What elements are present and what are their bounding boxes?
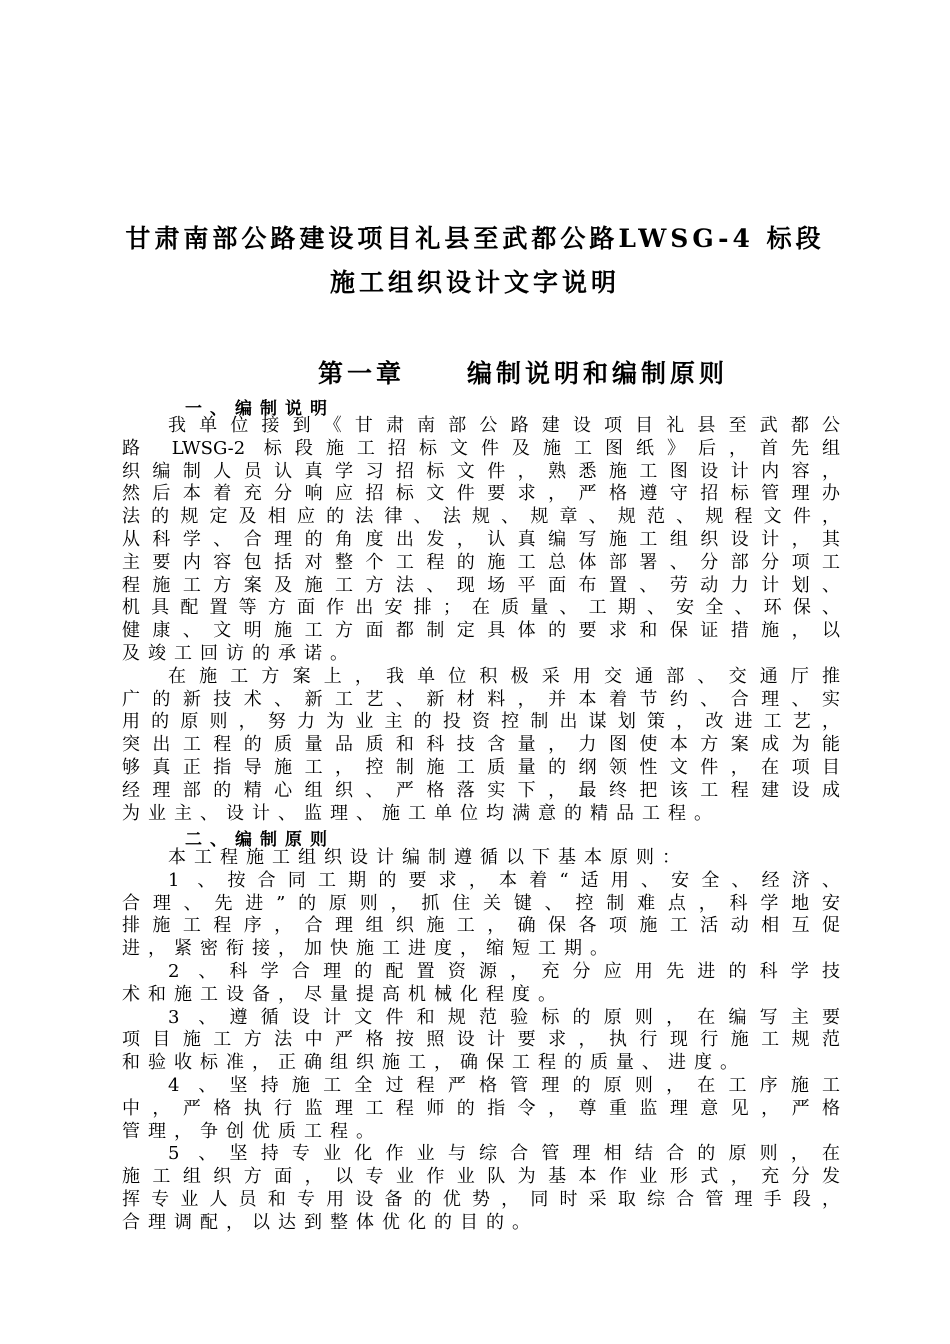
principle-item-5 bbox=[122, 1143, 840, 1234]
text-line: 术和施工设备，尽量提高机械化程度。 bbox=[122, 983, 564, 1005]
text-line: 1 、按合同工期的要求，本着“适用、安全、经济、 bbox=[168, 869, 840, 891]
chapter-heading bbox=[318, 354, 728, 390]
text-line: 够真正指导施工，控制施工质量的纲领性文件，在项目 bbox=[122, 756, 840, 778]
text-line: 在施工方案上，我单位积极采用交通部、交通厅推 bbox=[168, 665, 840, 687]
text-line: 织编制人员认真学习招标文件，熟悉施工图设计内容， bbox=[122, 460, 840, 482]
section2-body bbox=[122, 847, 840, 1235]
text-line: 合理、先进”的原则，抓住关键、控制难点，科学地安 bbox=[122, 892, 840, 914]
principle-item-4 bbox=[122, 1075, 840, 1143]
text-line: 为业主、设计、监理、施工单位均满意的精品工程。 bbox=[122, 802, 720, 824]
text-line: 用的原则，努力为业主的投资控制出谋划策，改进工艺， bbox=[122, 711, 840, 733]
text-line: 管理，争创优质工程。 bbox=[122, 1120, 382, 1142]
text-line: 合理调配，以达到整体优化的目的。 bbox=[122, 1211, 538, 1233]
document-title-line1: 甘肃南部公路建设项目礼县至武都公路LWSG-4 标段 bbox=[125, 224, 825, 253]
intro-line: 本工程施工组织设计编制遵循以下基本原则： bbox=[168, 847, 688, 868]
text-line: 主要内容包括对整个工程的施工总体部署、分部分项工 bbox=[122, 551, 840, 573]
text-line: 广的新技术、新工艺、新材料，并本着节约、合理、实 bbox=[122, 688, 840, 710]
text-line: 突出工程的质量品质和科技含量，力图使本方案成为能 bbox=[122, 734, 840, 756]
text-line: 项目施工方法中严格按照设计要求，执行现行施工规范 bbox=[122, 1029, 840, 1051]
document-title-line2: 施工组织设计文字说明 bbox=[329, 268, 620, 297]
principle-item-1 bbox=[122, 870, 840, 961]
principle-item-2 bbox=[122, 961, 840, 1007]
text-line: 进，紧密衔接，加快施工进度，缩短工期。 bbox=[122, 938, 616, 960]
text-line: 法的规定及相应的法律、法规、规章、规范、规程文件， bbox=[122, 506, 840, 528]
text-line: 及竣工回访的承诺。 bbox=[122, 642, 356, 664]
text-line: 和验收标准，正确组织施工，确保工程的质量、进度。 bbox=[122, 1052, 746, 1074]
section-heading-1: 一、编制说明 bbox=[185, 399, 335, 419]
text-line: 2 、科学合理的配置资源，充分应用先进的科学技 bbox=[168, 960, 840, 982]
text-line: 排施工程序，合理组织施工，确保各项施工活动相互促 bbox=[122, 915, 840, 937]
paragraph bbox=[122, 666, 840, 826]
text-line: 施工组织方面，以专业作业队为基本作业形式，充分发 bbox=[122, 1166, 840, 1188]
text-line: 5 、坚持专业化作业与综合管理相结合的原则，在 bbox=[168, 1143, 840, 1165]
paragraph bbox=[122, 415, 840, 666]
text-line: 从科学、合理的角度出发，认真编写施工组织设计，其 bbox=[122, 528, 840, 550]
section1-body bbox=[122, 415, 840, 825]
text-line: 我单位接到《甘肃南部公路建设项目礼县至武都公 bbox=[168, 415, 840, 436]
chapter-name: 编制说明和编制原则 bbox=[467, 359, 729, 388]
text-line: 然后本着充分响应招标文件要求，严格遵守招标管理办 bbox=[122, 483, 840, 505]
text-line: 3 、遵循设计文件和规范验标的原则，在编写主要 bbox=[168, 1006, 840, 1028]
text-line: 健康、文明施工方面都制定具体的要求和保证措施，以 bbox=[122, 620, 840, 642]
text-line: 机具配置等方面作出安排；在质量、工期、安全、环保、 bbox=[122, 597, 840, 619]
text-line: 挥专业人员和专用设备的优势，同时采取综合管理手段， bbox=[122, 1188, 840, 1210]
principle-item-3 bbox=[122, 1007, 840, 1075]
text-line: 路 LWSG-2 标段施工招标文件及施工图纸》后，首先组 bbox=[122, 437, 840, 459]
text-line: 4 、坚持施工全过程严格管理的原则，在工序施工 bbox=[168, 1074, 840, 1096]
text-line: 程施工方案及施工方法、现场平面布置、劳动力计划、 bbox=[122, 574, 840, 596]
section-heading-2: 二、编制原则 bbox=[185, 830, 335, 850]
text-line: 经理部的精心组织、严格落实下，最终把该工程建设成 bbox=[122, 779, 840, 801]
chapter-number: 第一章 bbox=[318, 359, 406, 388]
text-line: 中，严格执行监理工程师的指令，尊重监理意见，严格 bbox=[122, 1097, 840, 1119]
